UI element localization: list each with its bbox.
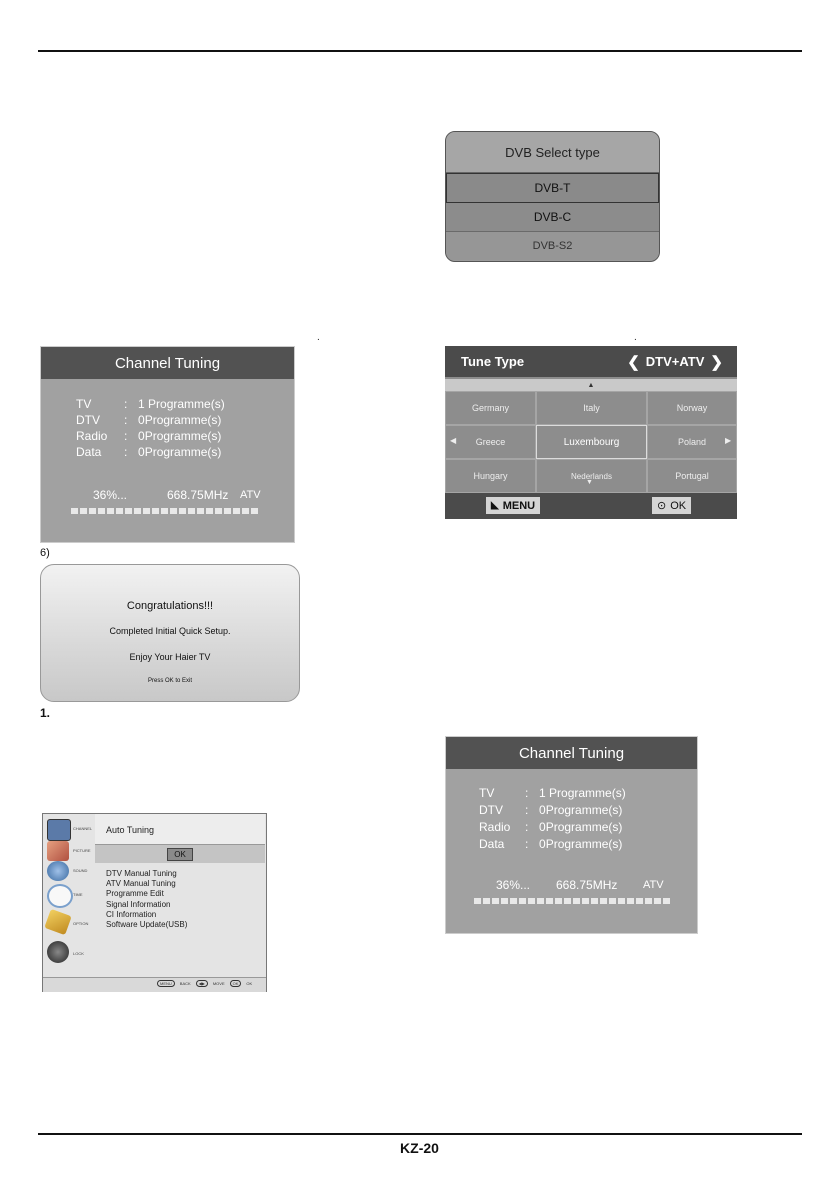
- progress-segment: [528, 898, 535, 904]
- channel-tuning-panel-2: [445, 736, 698, 934]
- dvb-option-c[interactable]: DVB-C: [446, 203, 659, 232]
- row-unit: Programme(s): [549, 786, 626, 800]
- row-count: 0: [539, 837, 546, 851]
- dvb-select-dialog: [445, 131, 660, 262]
- step-label-6: 6): [40, 547, 50, 559]
- congrats-exit-hint: Press OK to Exit: [147, 678, 192, 684]
- row-name: TV: [479, 786, 495, 800]
- sound-icon[interactable]: [47, 861, 69, 881]
- country-luxembourg[interactable]: Luxembourg: [536, 425, 647, 459]
- tuning-row-dtv: DTV : 0 Programme(s): [479, 803, 623, 817]
- dvb-option-t[interactable]: DVB-T: [446, 173, 659, 203]
- tuning-mode: ATV: [643, 879, 664, 891]
- tune-type-dialog: [445, 346, 737, 519]
- row-name: Radio: [479, 820, 511, 834]
- country-nederlands[interactable]: Nederlands: [536, 459, 647, 493]
- arrow-down-icon[interactable]: ▼: [586, 479, 593, 486]
- progress-segment: [636, 898, 643, 904]
- row-count: 0: [138, 413, 145, 427]
- tune-type-selector[interactable]: [627, 353, 723, 371]
- dot-mark: .: [634, 332, 637, 343]
- progress-segment: [107, 508, 114, 514]
- row-count: 0: [539, 820, 546, 834]
- sidebar-label-channel: CHANNEL: [73, 826, 93, 831]
- menu-footer-hints: [157, 980, 252, 987]
- channel-menu: [42, 813, 267, 992]
- chevron-left-icon[interactable]: ❮: [627, 353, 640, 371]
- progress-segment: [582, 898, 589, 904]
- row-name: DTV: [76, 413, 100, 427]
- menu-item-signal-info[interactable]: Signal Information: [106, 900, 171, 909]
- row-name: Radio: [76, 429, 108, 443]
- sidebar-label-time: TIME: [73, 892, 83, 897]
- section-label-1: 1.: [40, 706, 51, 720]
- progress-segment: [483, 898, 490, 904]
- tuning-progress-text: 36%...: [93, 488, 128, 502]
- tuning-row-data: Data : 0 Programme(s): [479, 837, 623, 851]
- tuning-mode: ATV: [240, 489, 261, 501]
- row-unit: Programme(s): [148, 397, 225, 411]
- progress-segment: [224, 508, 231, 514]
- row-unit: Programme(s): [545, 820, 623, 834]
- progress-segment: [80, 508, 87, 514]
- move-key-icon: ◀▶: [196, 980, 208, 987]
- country-italy[interactable]: Italy: [536, 391, 647, 425]
- menu-item-programme-edit[interactable]: Programme Edit: [106, 889, 164, 898]
- channel-tuning-title: Channel Tuning: [446, 737, 697, 769]
- country-portugal[interactable]: Portugal: [647, 459, 737, 493]
- tuning-progress-text: 36%...: [496, 878, 531, 892]
- dvb-select-title: DVB Select type: [446, 132, 659, 173]
- row-name: TV: [76, 397, 92, 411]
- row-count: 1: [138, 397, 145, 411]
- progress-segment: [591, 898, 598, 904]
- tuning-row-data: Data : 0 Programme(s): [76, 445, 222, 459]
- sidebar-label-option: OPTION: [73, 921, 89, 926]
- ok-hint: OK: [246, 981, 253, 986]
- progress-segment: [555, 898, 562, 904]
- row-unit: Programme(s): [545, 803, 623, 817]
- progress-segment: [546, 898, 553, 904]
- tuning-row-tv: TV : 1 Programme(s): [76, 397, 225, 411]
- move-hint: MOVE: [212, 981, 225, 986]
- progress-segment: [116, 508, 123, 514]
- congrats-dialog: [40, 564, 300, 702]
- progress-segment: [143, 508, 150, 514]
- country-greece[interactable]: Greece: [445, 425, 536, 459]
- tuning-row-dtv: DTV : 0 Programme(s): [76, 413, 222, 427]
- arrow-left-icon[interactable]: ◀: [450, 436, 457, 445]
- row-count: 0: [138, 429, 145, 443]
- tune-type-value: DTV+ATV: [645, 354, 705, 369]
- tuning-progress-bar: [71, 508, 258, 514]
- progress-segment: [492, 898, 499, 904]
- progress-segment: [645, 898, 652, 904]
- row-count: 0: [539, 803, 546, 817]
- progress-segment: [501, 898, 508, 904]
- channel-icon[interactable]: [47, 819, 71, 841]
- row-unit: Programme(s): [144, 429, 222, 443]
- progress-segment: [161, 508, 168, 514]
- progress-segment: [242, 508, 249, 514]
- progress-segment: [474, 898, 481, 904]
- progress-segment: [197, 508, 204, 514]
- progress-segment: [206, 508, 213, 514]
- sidebar-label-lock: LOCK: [73, 951, 84, 956]
- row-name: Data: [479, 837, 505, 851]
- menu-item-ci-info[interactable]: CI Information: [106, 910, 157, 919]
- progress-segment: [251, 508, 258, 514]
- channel-tuning-panel-1: [40, 346, 295, 543]
- page-footer-label: KZ-20: [400, 1140, 439, 1156]
- country-norway[interactable]: Norway: [647, 391, 737, 425]
- triangle-up-icon: ▲: [587, 381, 595, 389]
- progress-segment: [71, 508, 78, 514]
- ok-button-label: OK: [670, 499, 687, 512]
- tune-type-footer: [445, 493, 737, 519]
- channel-tuning-title: Channel Tuning: [41, 347, 294, 379]
- progress-segment: [233, 508, 240, 514]
- row-count: 1: [539, 786, 546, 800]
- row-unit: Programme(s): [144, 413, 222, 427]
- progress-segment: [627, 898, 634, 904]
- back-hint: BACK: [179, 981, 191, 986]
- dvb-option-s2[interactable]: DVB-S2: [446, 232, 659, 260]
- menu-item-atv-manual[interactable]: ATV Manual Tuning: [106, 879, 176, 888]
- row-unit: Programme(s): [545, 837, 623, 851]
- progress-segment: [618, 898, 625, 904]
- ok-circle-icon: ⊙: [657, 500, 667, 512]
- progress-segment: [215, 508, 222, 514]
- progress-segment: [573, 898, 580, 904]
- clock-icon[interactable]: [47, 884, 73, 908]
- progress-segment: [510, 898, 517, 904]
- menu-key-icon: MENU: [157, 980, 175, 987]
- menu-item-dtv-manual[interactable]: DTV Manual Tuning: [106, 869, 177, 878]
- header-rule: [38, 50, 802, 52]
- congrats-title: Congratulations!!!: [126, 600, 214, 612]
- tune-type-title: Tune Type: [461, 354, 525, 369]
- arrow-right-icon[interactable]: ▶: [725, 436, 732, 445]
- progress-segment: [89, 508, 96, 514]
- ok-key-icon: OK: [230, 980, 242, 987]
- progress-segment: [152, 508, 159, 514]
- tuning-row-radio: Radio : 0 Programme(s): [76, 429, 222, 443]
- tuning-progress-bar: [474, 898, 670, 904]
- chevron-right-icon[interactable]: ❯: [710, 353, 723, 371]
- dot-mark: .: [317, 332, 320, 343]
- progress-segment: [564, 898, 571, 904]
- auto-tuning-row[interactable]: [95, 814, 265, 845]
- tuning-row-radio: Radio : 0 Programme(s): [479, 820, 623, 834]
- country-poland[interactable]: Poland: [647, 425, 737, 459]
- sidebar-label-sound: SOUND: [73, 868, 88, 873]
- menu-button-label: MENU: [502, 499, 536, 512]
- tune-type-header: [445, 346, 737, 377]
- progress-segment: [170, 508, 177, 514]
- progress-segment: [654, 898, 661, 904]
- menu-item-software-update[interactable]: Software Update(USB): [106, 920, 188, 929]
- tuning-frequency: 668.75MHz: [556, 878, 618, 892]
- menu-button[interactable]: [486, 497, 540, 514]
- return-icon: ◣: [491, 500, 499, 511]
- tuning-frequency: 668.75MHz: [167, 488, 229, 502]
- congrats-enjoy: Enjoy Your Haier TV: [129, 652, 211, 662]
- progress-segment: [134, 508, 141, 514]
- auto-tuning-ok-button[interactable]: OK: [167, 848, 193, 861]
- congrats-message: Completed Initial Quick Setup.: [109, 626, 231, 636]
- option-icon[interactable]: [44, 909, 72, 935]
- progress-segment: [609, 898, 616, 904]
- row-unit: Programme(s): [144, 445, 222, 459]
- progress-segment: [537, 898, 544, 904]
- scroll-up-bar[interactable]: [445, 379, 737, 391]
- tuning-row-tv: TV : 1 Programme(s): [479, 786, 626, 800]
- row-name: DTV: [479, 803, 503, 817]
- footer-rule: [38, 1133, 802, 1135]
- menu-main-panel: [95, 814, 265, 980]
- row-count: 0: [138, 445, 145, 459]
- row-name: Data: [76, 445, 102, 459]
- progress-segment: [519, 898, 526, 904]
- auto-tuning-label: Auto Tuning: [106, 825, 155, 835]
- progress-segment: [600, 898, 607, 904]
- country-hungary[interactable]: Hungary: [445, 459, 536, 493]
- picture-icon[interactable]: [47, 841, 69, 861]
- progress-segment: [125, 508, 132, 514]
- progress-segment: [663, 898, 670, 904]
- country-grid: [445, 391, 737, 493]
- menu-footer: [43, 977, 266, 992]
- menu-sidebar: [43, 814, 93, 980]
- progress-segment: [179, 508, 186, 514]
- progress-segment: [98, 508, 105, 514]
- progress-segment: [188, 508, 195, 514]
- country-germany[interactable]: Germany: [445, 391, 536, 425]
- ok-row: [95, 845, 265, 863]
- lock-icon[interactable]: [47, 941, 69, 963]
- sidebar-label-picture: PICTURE: [73, 848, 91, 853]
- ok-button[interactable]: [652, 497, 691, 514]
